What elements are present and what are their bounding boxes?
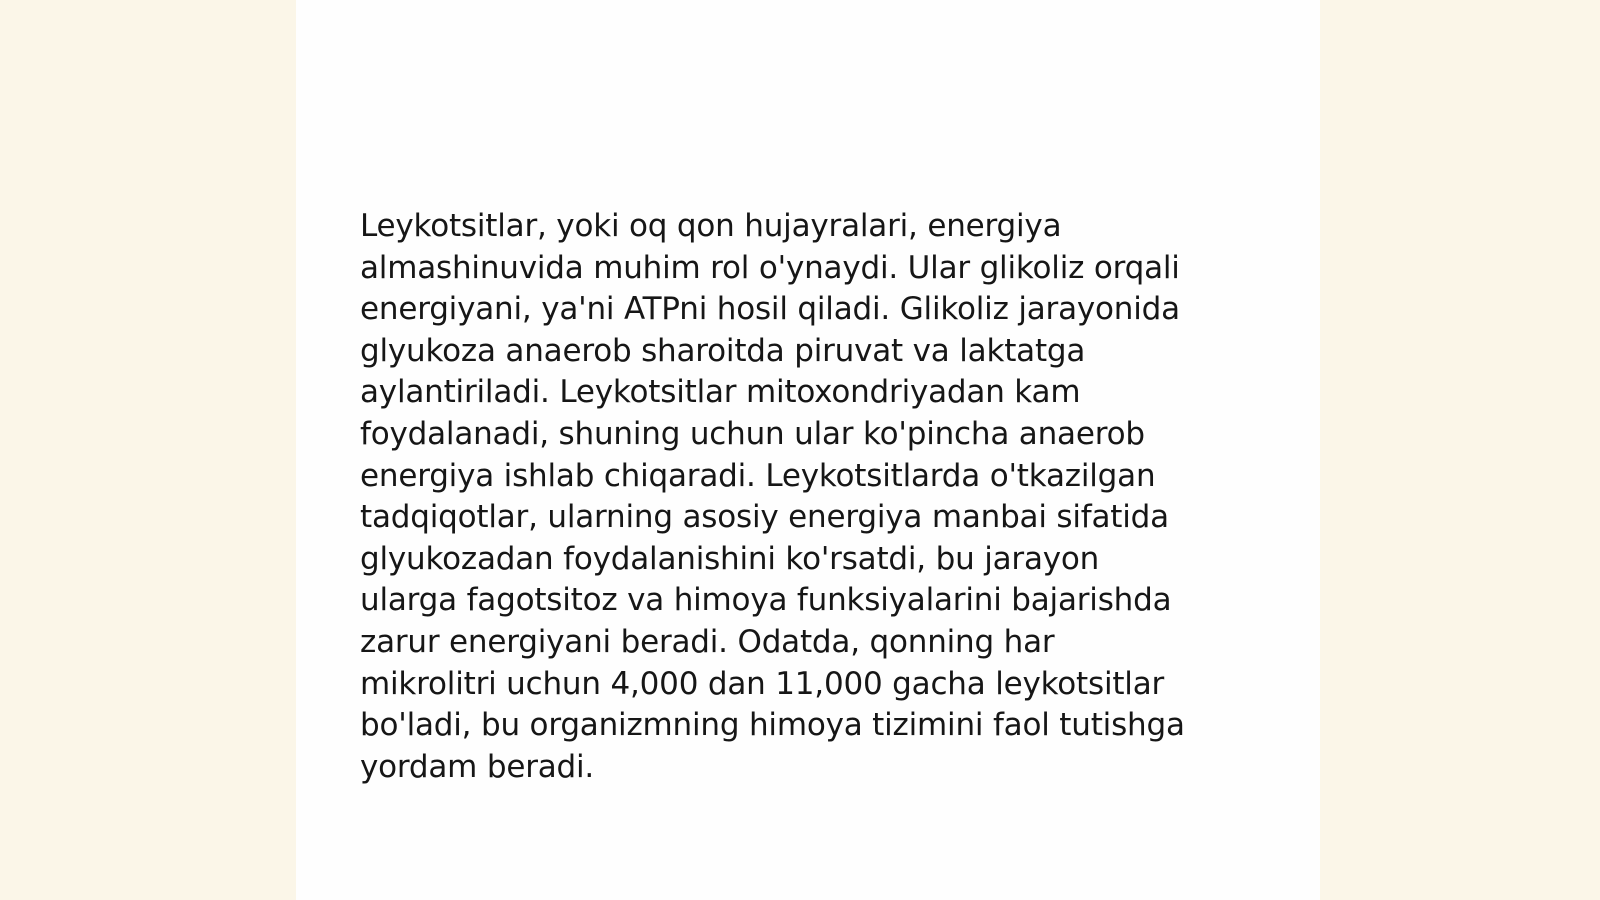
paragraph-line: energiyani, ya'ni ATPni hosil qiladi. Glikoliz jarayonida <box>360 291 1180 328</box>
paragraph-line: yordam beradi. <box>360 748 595 785</box>
body-paragraph <box>360 206 1260 788</box>
paragraph-line: aylantiriladi. Leykotsitlar mitoxondriyadan kam <box>360 374 1081 411</box>
paragraph-line: zarur energiyani beradi. Odatda, qonning har <box>360 623 1055 660</box>
document-page <box>296 0 1320 900</box>
paragraph-line: Leykotsitlar, yoki oq qon hujayralari, energiya <box>360 208 1062 244</box>
paragraph-line: mikrolitri uchun 4,000 dan 11,000 gacha leykotsitlar <box>360 665 1165 702</box>
paragraph-line: glyukoza anaerob sharoitda piruvat va laktatga <box>360 332 1086 369</box>
paragraph-line: ularga fagotsitoz va himoya funksiyalarini bajarishda <box>360 582 1172 619</box>
paragraph-line: glyukozadan foydalanishini ko'rsatdi, bu jarayon <box>360 540 1100 577</box>
paragraph-line: tadqiqotlar, ularning asosiy energiya manbai sifatida <box>360 499 1169 536</box>
paragraph-line: almashinuvida muhim rol o'ynaydi. Ular glikoliz orqali <box>360 249 1180 286</box>
paragraph-line: bo'ladi, bu organizmning himoya tizimini faol tutishga <box>360 707 1185 744</box>
paragraph-line: foydalanadi, shuning uchun ular ko'pincha anaerob <box>360 415 1145 452</box>
paragraph-line: energiya ishlab chiqaradi. Leykotsitlarda o'tkazilgan <box>360 457 1156 494</box>
